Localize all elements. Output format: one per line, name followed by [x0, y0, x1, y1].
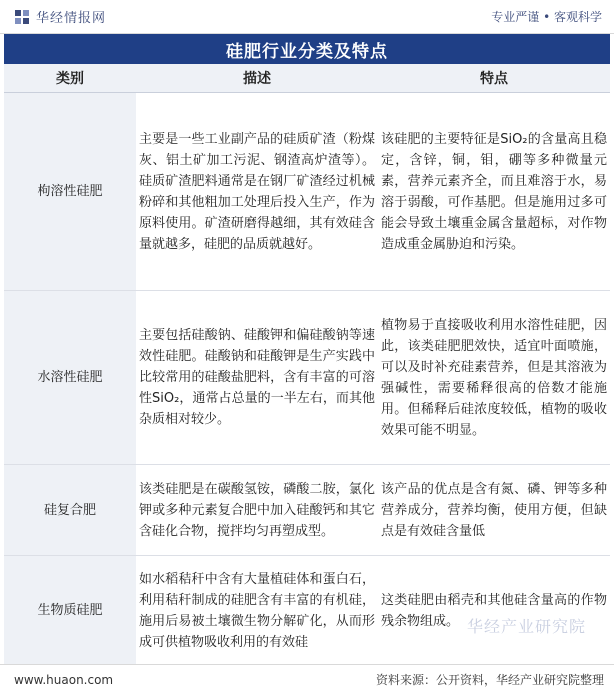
brand-name: 华经情报网 [36, 11, 107, 26]
table-row [4, 556, 610, 666]
slogan: 专业严谨 • 客观科学 [491, 10, 602, 24]
table-row [4, 291, 610, 465]
feature-cell: 植物易于直接吸收利用水溶性硅肥，因此，该类硅肥肥效快，适宜叶面喷施，可以及时补充硅素营养，但是其溶液为强碱性，需要稀释很高的倍数才能施用。但稀释后硅浓度较低，植物的吸收效果可能不明显。 [378, 291, 610, 465]
category-cell: 生物质硅肥 [4, 556, 136, 666]
table-row [4, 465, 610, 556]
description-cell: 主要包括硅酸钠、硅酸钾和偏硅酸钠等速效性硅肥。硅酸钠和硅酸钾是生产实践中比较常用的硅酸盐肥料，含有丰富的可溶性SiO₂，通常占总量的一半左右，而其他杂质相对较少。 [136, 291, 378, 465]
page-title: 硅肥行业分类及特点 [4, 34, 610, 64]
brand [0, 7, 106, 26]
category-cell: 硅复合肥 [4, 465, 136, 556]
description-cell: 该类硅肥是在碳酸氢铵，磷酸二胺，氯化钾或多种元素复合肥中加入硅酸钙和其它含硅化合物，搅拌均匀再塑成型。 [136, 465, 378, 556]
footer [0, 664, 614, 694]
description-cell: 如水稻秸秆中含有大量植硅体和蛋白石，利用秸秆制成的硅肥含有丰富的有机硅，施用后易被土壤微生物分解矿化，从而形成可供植物吸收利用的有效硅 [136, 556, 378, 666]
logo-icon [14, 9, 30, 25]
feature-cell: 该产品的优点是含有氮、磷、钾等多种营养成分，营养均衡，使用方便，但缺点是有效硅含量低 [378, 465, 610, 556]
description-cell: 主要是一些工业副产品的硅质矿渣（粉煤灰、铝土矿加工污泥、钢渣高炉渣等）。硅质矿渣肥料通常是在钢厂矿渣经过机械粉碎和其他粗加工处理后投入生产，作为原料使用。矿渣研磨得越细，其有效硅含量就越多，硅肥的品质就越好。 [136, 93, 378, 291]
source-note: 资料来源：公开资料，华经产业研究院整理 [375, 673, 604, 687]
table-row [4, 93, 610, 291]
watermark: 华经产业研究院 [466, 617, 586, 636]
table-header-row [4, 64, 610, 93]
column-header-category: 类别 [4, 64, 136, 93]
column-header-description: 描述 [136, 64, 378, 93]
column-header-feature: 特点 [378, 64, 610, 93]
top-bar [0, 0, 614, 34]
site-url[interactable]: www.huaon.com [14, 672, 114, 687]
feature-cell: 该硅肥的主要特征是SiO₂的含量高且稳定，含锌，铜，钼，硼等多种微量元素，营养元素齐全，而且难溶于水，易溶于弱酸，可作基肥。但是施用过多可能会导致土壤重金属含量超标，对作物造成重金属胁迫和污染。 [378, 93, 610, 291]
category-cell: 水溶性硅肥 [4, 291, 136, 465]
feature-cell: 这类硅肥由稻壳和其他硅含量高的作物残余物组成。 [378, 556, 610, 666]
classification-table [4, 64, 610, 665]
category-cell: 枸溶性硅肥 [4, 93, 136, 291]
